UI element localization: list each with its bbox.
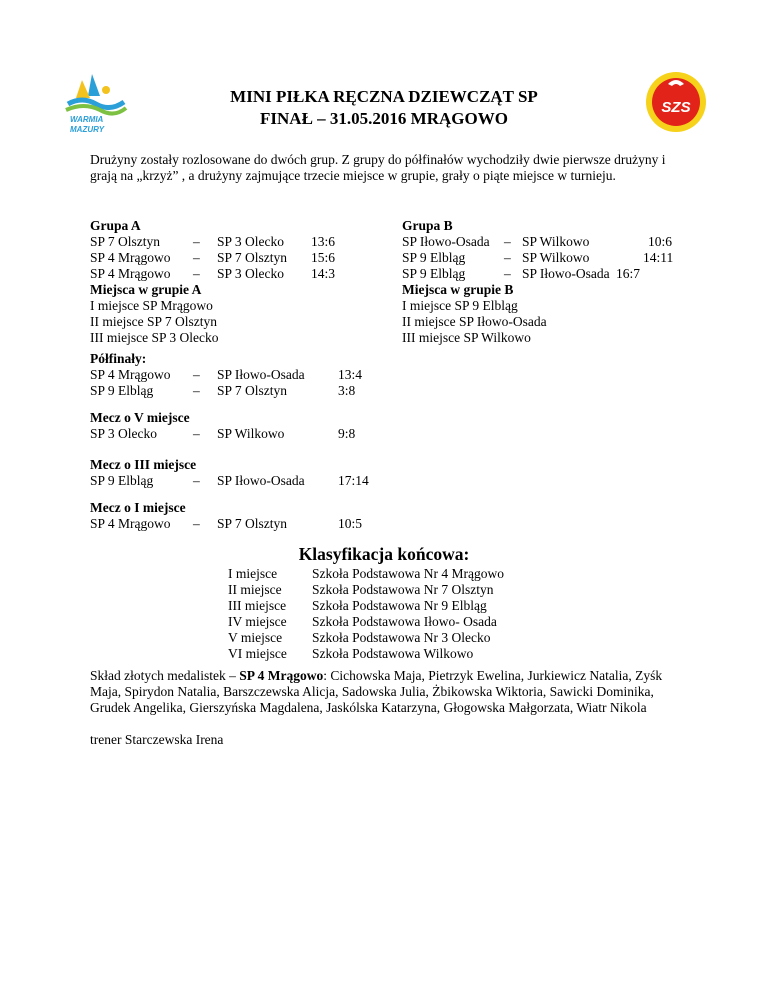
semifinal-match: SP 9 Elbląg – SP 7 Olsztyn 3:8	[90, 383, 356, 398]
group-a-title: Grupa A	[90, 218, 141, 233]
group-b-title: Grupa B	[402, 218, 453, 233]
page-title	[0, 86, 768, 130]
ranking-row: IV miejsce Szkoła Podstawowa Iłowo- Osada	[228, 614, 497, 629]
coach-line: trener Starczewska Irena	[90, 732, 224, 747]
group-b-place: II miejsce SP Iłowo-Osada	[402, 314, 547, 329]
final-ranking-title: Klasyfikacja końcowa:	[298, 544, 470, 564]
group-a-places-title: Miejsca w grupie A	[90, 282, 202, 297]
semifinals-title: Półfinały:	[90, 351, 147, 366]
ranking-row: I miejsce Szkoła Podstawowa Nr 4 Mrągowo	[228, 566, 504, 581]
mazury-text: MAZURY	[70, 125, 105, 134]
group-b-places-title: Miejsca w grupie B	[402, 282, 514, 297]
group-a-place: II miejsce SP 7 Olsztyn	[90, 314, 217, 329]
ranking-row: V miejsce Szkoła Podstawowa Nr 3 Olecko	[228, 630, 491, 645]
group-a-place: I miejsce SP Mrągowo	[90, 298, 213, 313]
fifth-place-match: SP 3 Olecko – SP Wilkowo 9:8	[90, 426, 356, 441]
group-b-match: SP Iłowo-Osada – SP Wilkowo 10:6	[402, 234, 673, 249]
group-b-match: SP 9 Elbląg – SP Iłowo-Osada 16:7	[402, 266, 641, 281]
group-b-match: SP 9 Elbląg – SP Wilkowo 14:11	[402, 250, 674, 265]
fifth-place-title: Mecz o V miejsce	[90, 410, 190, 425]
medalists-paragraph: Skład złotych medalistek – SP 4 Mrągowo: Cichowska Maja, Pietrzyk Ewelina, Jurkiewicz Natalia, Zyśk Maja, Spirydon Natalia, Barszczewska Alicja, Sadowska Julia, Żbikowska Wiktoria, Sawicki Dominika, Grudek Angelika, Gierszyńska Magdalena, Jaskólska Katarzyna, Głogowska Małgorzata, Wiatr Nikola	[90, 668, 663, 715]
szs-text: SZS	[661, 99, 691, 116]
first-place-match: SP 4 Mrągowo – SP 7 Olsztyn 10:5	[90, 516, 363, 531]
ranking-row: III miejsce Szkoła Podstawowa Nr 9 Elbląg	[228, 598, 487, 613]
group-a-match: SP 7 Olsztyn – SP 3 Olecko 13:6	[90, 234, 336, 249]
intro-paragraph: Drużyny zostały rozlosowane do dwóch grup. Z grupy do półfinałów wychodziły dwie pierwsze drużyny i grają na „krzyż” , a drużyny zajmujące trzecie miejsce w grupie, grały o piąte miejsce w turnieju.	[90, 152, 666, 183]
title-line-1: MINI PIŁKA RĘCZNA DZIEWCZĄT SP	[230, 87, 538, 106]
warmia-text: WARMIA	[70, 115, 104, 124]
group-a-place: III miejsce SP 3 Olecko	[90, 330, 219, 345]
group-a-match: SP 4 Mrągowo – SP 3 Olecko 14:3	[90, 266, 336, 281]
group-b-place: III miejsce SP Wilkowo	[402, 330, 531, 345]
first-place-title: Mecz o I miejsce	[90, 500, 186, 515]
third-place-match: SP 9 Elbląg – SP Iłowo-Osada 17:14	[90, 473, 369, 488]
title-line-2: FINAŁ – 31.05.2016 MRĄGOWO	[260, 109, 508, 128]
group-a-match: SP 4 Mrągowo – SP 7 Olsztyn 15:6	[90, 250, 336, 265]
ranking-row: VI miejsce Szkoła Podstawowa Wilkowo	[228, 646, 474, 661]
third-place-title: Mecz o III miejsce	[90, 457, 197, 472]
semifinal-match: SP 4 Mrągowo – SP Iłowo-Osada 13:4	[90, 367, 363, 382]
medalists-team: SP 4 Mrągowo	[239, 668, 324, 683]
ranking-row: II miejsce Szkoła Podstawowa Nr 7 Olsztyn	[228, 582, 494, 597]
group-b-place: I miejsce SP 9 Elbląg	[402, 298, 518, 313]
